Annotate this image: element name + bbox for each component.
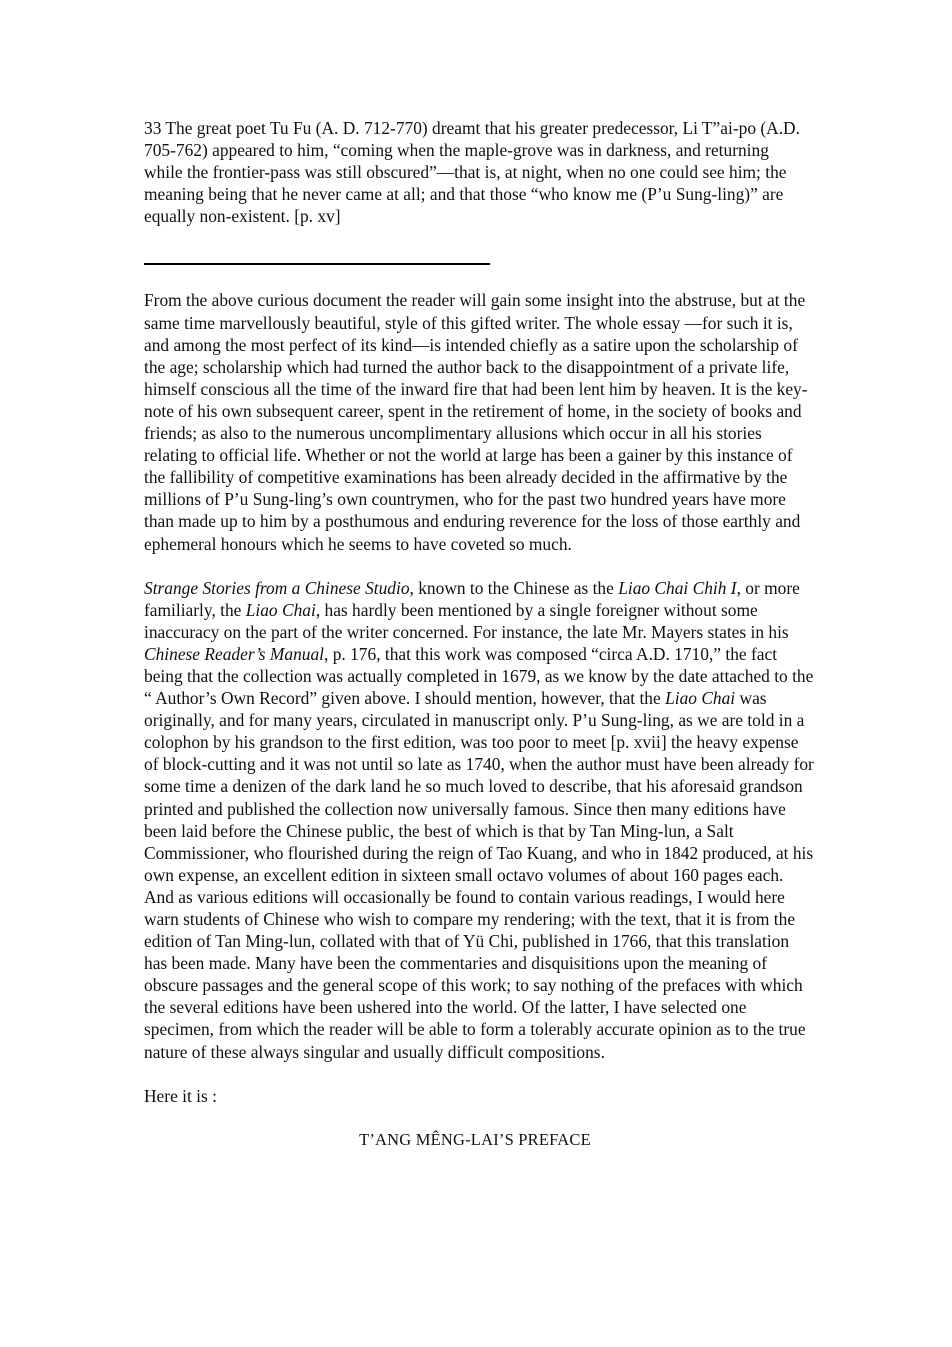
page-body (144, 117, 816, 1151)
text-run: , has hardly been mentioned by a single foreigner without some inaccuracy on the part of the writer concerned. For instance, the late Mr. Mayers states in his (144, 599, 789, 642)
book-name-full: Liao Chai Chih I (618, 577, 737, 598)
text-run: was originally, and for many years, circulated in manuscript only. P’u Sung-ling, as we are told in a colophon by his grandson to the first edition, was too poor to meet [p. xvii] the heavy expense of block-cutting and it was not until so late as 1740, when the author must have been already for some time a denizen of the dark land he so much loved to describe, that his aforesaid grandson printed and published the collection now universally famous. Since then many editions have been laid before the Chinese public, the best of which is that by Tan Ming-lun, a Salt Commissioner, who flourished during the reign of Tao Kuang, and who in 1842 produced, at his own expense, an excellent edition in sixteen small octavo volumes of about 160 pages each. And as various editions will occasionally be found to contain various readings, I would here warn students of Chinese who wish to compare my rendering; with the text, that it is from the edition of Tan Ming-lun, collated with that of Yü Chi, published in 1766, that this translation has been made. Many have been the commentaries and disquisitions upon the meaning of obscure passages and the general scope of this work; to say nothing of the prefaces with which the several editions have been ushered into the world. Of the latter, I have selected one specimen, from which the reader will be able to form a tolerably accurate opinion as to the true nature of these always singular and usually difficult compositions. (144, 688, 814, 1062)
paragraph-curious-document: From the above curious document the reader will gain some insight into the abstruse, but at the same time marvellously beautiful, style of this gifted writer. The whole essay —for such it is, and among the most perfect of its kind—is intended chiefly as a satire upon the scholarship of the age; scholarship which had turned the author back to the disappointment of a private life, himself conscious all the time of the inward fire that had been lent him by heaven. It is the key-note of his own subsequent career, spent in the retirement of home, in the society of books and friends; as also to the numerous uncomplimentary allusions which occur in all his stories relating to official life. Whether or not the world at large has been a gainer by this instance of the fallibility of competitive examinations has been already decided in the affirmative by the millions of P’u Sung-ling’s own countrymen, who for the past two hundred years have more than made up to him by a posthumous and enduring reverence for the loss of those earthly and ephemeral honours which he seems to have coveted so much. (144, 290, 808, 554)
paragraph-liao-chai-editions (144, 577, 816, 1063)
section-heading: T’ANG MÊNG-LAI’S PREFACE (359, 1129, 591, 1149)
text-run: , p. 176, that this work was composed “circa A.D. 1710,” the fact being that the collection was actually completed in 1679, as we know by the date attached to the “ Author’s Own Record” given above. I should mention, however, that the (144, 643, 814, 709)
manual-title: Chinese Reader’s Manual (144, 643, 325, 664)
book-title: Strange Stories from a Chinese Studio (144, 577, 410, 598)
book-name-short: Liao Chai (245, 599, 316, 620)
text-run: , known to the Chinese as the (409, 577, 619, 598)
book-name-short: Liao Chai (665, 688, 736, 709)
text-run: , or more familiarly, the (144, 577, 800, 620)
intro-line: Here it is : (144, 1085, 217, 1106)
section-divider (144, 263, 490, 265)
footnote-33: 33 The great poet Tu Fu (A. D. 712-770) dreamt that his greater predecessor, Li T”ai-po (A.D. 705-762) appeared to him, “coming when the maple-grove was in darkness, and returning while the frontier-pass was still obscured”—that is, at night, when no one could see him; the meaning being that he never came at all; and that those “who know me (P’u Sung-ling)” are equally non-existent. [p. xv] (144, 118, 800, 227)
